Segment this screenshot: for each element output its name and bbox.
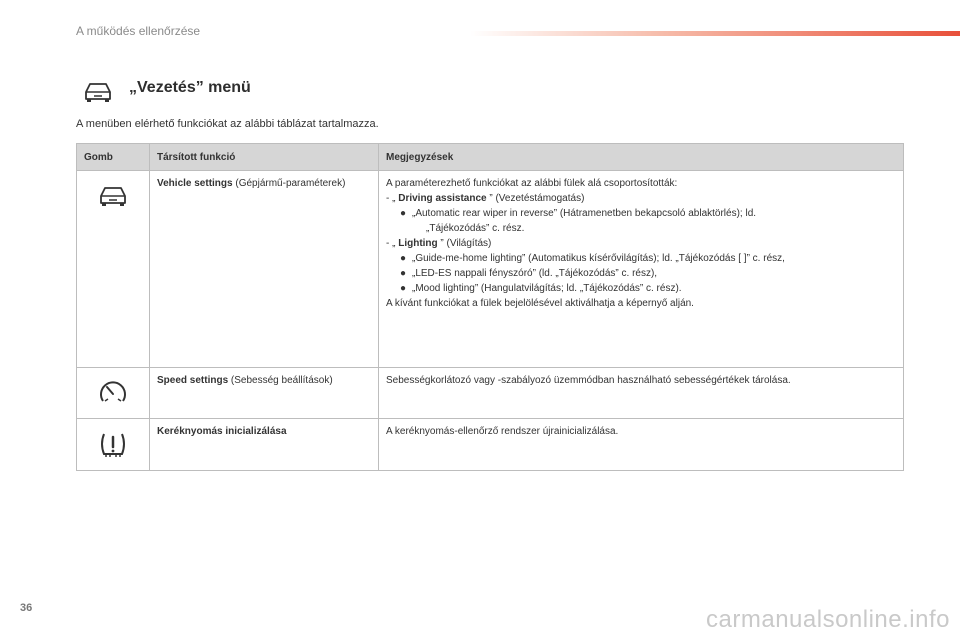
- notes-bullet: ● „LED-ES nappali fényszóró” (ld. „Tájékozódás” c. rész),: [400, 268, 658, 279]
- table-header-row: [77, 144, 904, 171]
- icon-cell: [77, 368, 150, 419]
- notes-bullet-continuation: „Tájékozódás” c. rész.: [426, 223, 525, 234]
- function-name: Vehicle settings: [157, 178, 233, 189]
- bullet-text: „Guide-me-home lighting” (Automatikus kísérővilágítás); ld. „Tájékozódás [ ]” c. rész,: [412, 253, 785, 264]
- function-cell: [150, 368, 379, 419]
- header-accent-bar: [470, 31, 960, 36]
- function-name: Speed settings: [157, 375, 229, 386]
- car-icon: [82, 80, 114, 104]
- function-name: Keréknyomás inicializálása: [157, 426, 287, 437]
- function-cell: [150, 171, 379, 368]
- notes-line: A paraméterezhető funkciókat az alábbi fülek alá csoportosították:: [386, 178, 678, 189]
- notes-bullet: ● „Mood lighting” (Hangulatvilágítás; ld. „Tájékozódás” c. rész).: [400, 283, 682, 294]
- icon-cell: [77, 171, 150, 368]
- notes-line: A kívánt funkciókat a fülek bejelölésével aktiválhatja a képernyő alján.: [386, 298, 694, 309]
- column-header: Gomb: [77, 144, 150, 171]
- function-translation: (Sebesség beállítások): [228, 375, 333, 386]
- tab-translation: ” (Vezetéstámogatás): [486, 193, 585, 204]
- tab-name: Lighting: [398, 238, 438, 249]
- notes-bullet: ● „Automatic rear wiper in reverse” (Hátramenetben bekapcsoló ablaktörlés); ld.: [400, 208, 757, 219]
- bullet-text: „Mood lighting” (Hangulatvilágítás; ld. „Tájékozódás” c. rész).: [412, 283, 682, 294]
- tab-name: Driving assistance: [398, 193, 487, 204]
- table-row: [77, 368, 904, 419]
- function-translation: (Gépjármű-paraméterek): [232, 178, 346, 189]
- page-title: „Vezetés” menü: [129, 79, 251, 96]
- intro-text: A menüben elérhető funkciókat az alábbi táblázat tartalmazza.: [76, 118, 379, 130]
- speedometer-icon: [97, 377, 129, 407]
- function-cell: [150, 419, 379, 471]
- dash: - „: [386, 238, 399, 249]
- car-icon: [97, 184, 129, 208]
- notes-cell: Sebességkorlátozó vagy -szabályozó üzemmódban használható sebességértékek tárolása.: [379, 368, 904, 419]
- table-row: [77, 419, 904, 471]
- table-row: [77, 171, 904, 368]
- notes-cell: [379, 171, 904, 368]
- notes-bullet: ● „Guide-me-home lighting” (Automatikus kísérővilágítás); ld. „Tájékozódás [ ]” c. rész,: [400, 253, 785, 264]
- column-header: Társított funkció: [150, 144, 379, 171]
- icon-cell: [77, 419, 150, 471]
- section-header: A működés ellenőrzése: [76, 24, 201, 38]
- bullet-text: „Automatic rear wiper in reverse” (Hátramenetben bekapcsoló ablaktörlés); ld.: [412, 208, 757, 219]
- tab-translation: ” (Világítás): [437, 238, 492, 249]
- dash: - „: [386, 193, 399, 204]
- notes-group-title: [386, 191, 896, 206]
- notes-group-title: [386, 236, 896, 251]
- watermark: carmanualsonline.info: [706, 606, 950, 633]
- bullet-text: „LED-ES nappali fényszóró” (ld. „Tájékozódás” c. rész),: [412, 268, 658, 279]
- function-table: [76, 143, 904, 471]
- page-number: 36: [20, 602, 33, 614]
- column-header: Megjegyzések: [379, 144, 904, 171]
- tyre-pressure-warning-icon: [97, 428, 129, 460]
- notes-cell: A keréknyomás-ellenőrző rendszer újrainicializálása.: [379, 419, 904, 471]
